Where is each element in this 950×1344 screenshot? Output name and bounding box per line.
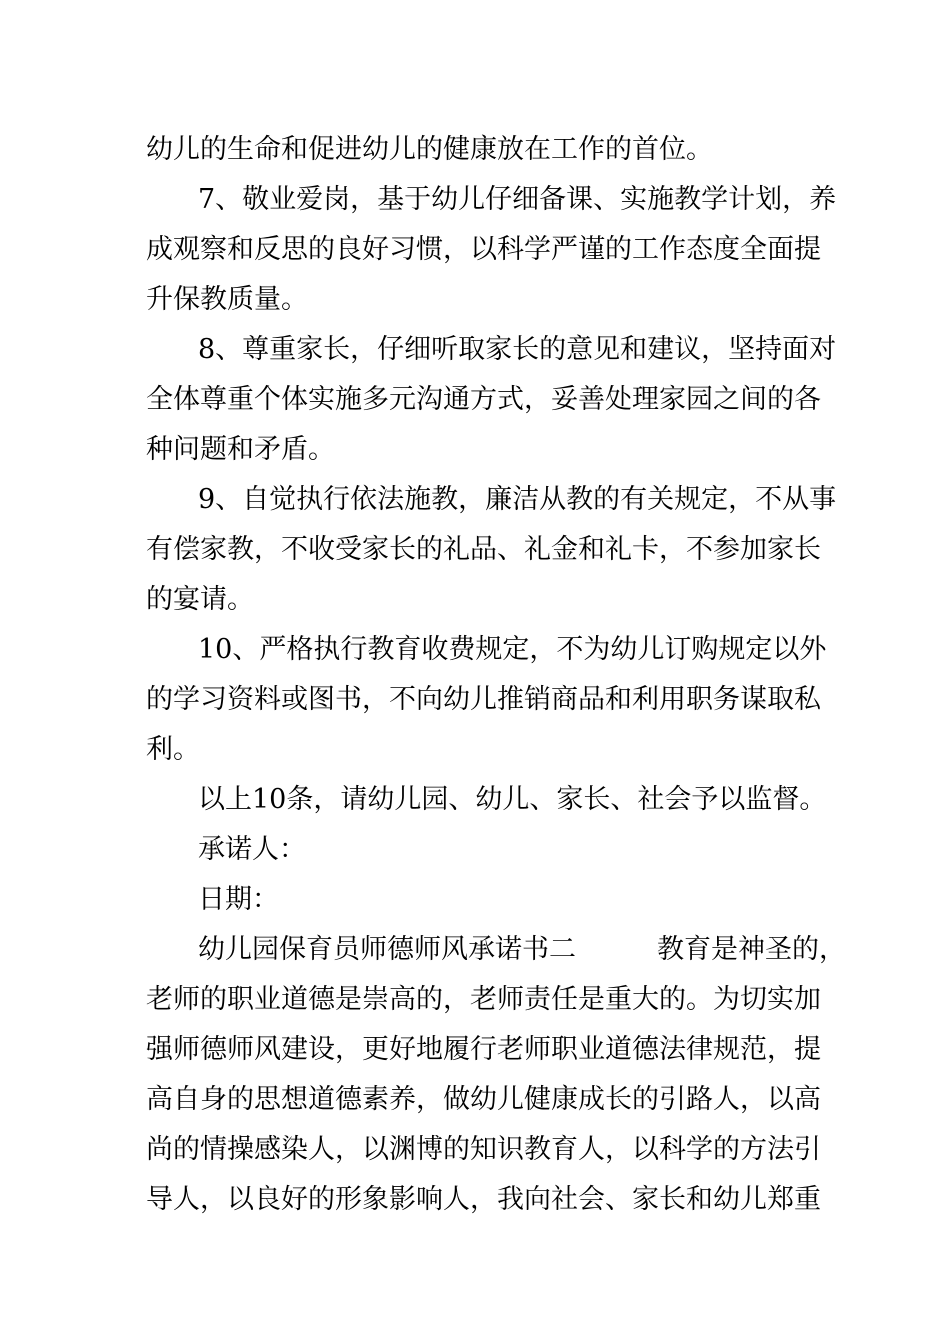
text-line: 的宴请。 (146, 584, 254, 615)
summary-line: 以上10条，请幼儿园、幼儿、家长、社会予以监督。 (198, 784, 827, 815)
promisor-label: 承诺人： (198, 834, 306, 865)
text-line: 幼儿的生命和促进幼儿的健康放在工作的首位。 (146, 134, 713, 165)
text-line: 导人，以良好的形象影响人，我向社会、家长和幼儿郑重 (146, 1184, 821, 1215)
section-two-heading-line: 幼儿园保育员师德师风承诺书二 教育是神圣的， (198, 934, 846, 965)
item-10-line: 10、严格执行教育收费规定，不为幼儿订购规定以外 (198, 634, 827, 665)
text-line: 的学习资料或图书，不向幼儿推销商品和利用职务谋取私 (146, 684, 821, 715)
date-label: 日期： (198, 884, 279, 915)
text-line: 利。 (146, 734, 200, 765)
item-9-line: 9、自觉执行依法施教，廉洁从教的有关规定，不从事 (198, 484, 837, 515)
item-7-line: 7、敬业爱岗，基于幼儿仔细备课、实施教学计划，养 (198, 184, 837, 215)
item-8-line: 8、尊重家长，仔细听取家长的意见和建议，坚持面对 (198, 334, 837, 365)
text-line: 全体尊重个体实施多元沟通方式，妥善处理家园之间的各 (146, 384, 821, 415)
text-line: 尚的情操感染人，以渊博的知识教育人，以科学的方法引 (146, 1134, 821, 1165)
text-line: 强师德师风建设，更好地履行老师职业道德法律规范，提 (146, 1034, 821, 1065)
text-line: 老师的职业道德是崇高的，老师责任是重大的。为切实加 (146, 984, 821, 1015)
text-line: 高自身的思想道德素养，做幼儿健康成长的引路人，以高 (146, 1084, 821, 1115)
text-line: 有偿家教，不收受家长的礼品、礼金和礼卡，不参加家长 (146, 534, 821, 565)
text-line: 种问题和矛盾。 (146, 434, 335, 465)
text-line: 成观察和反思的良好习惯，以科学严谨的工作态度全面提 (146, 234, 821, 265)
text-line: 升保教质量。 (146, 284, 308, 315)
